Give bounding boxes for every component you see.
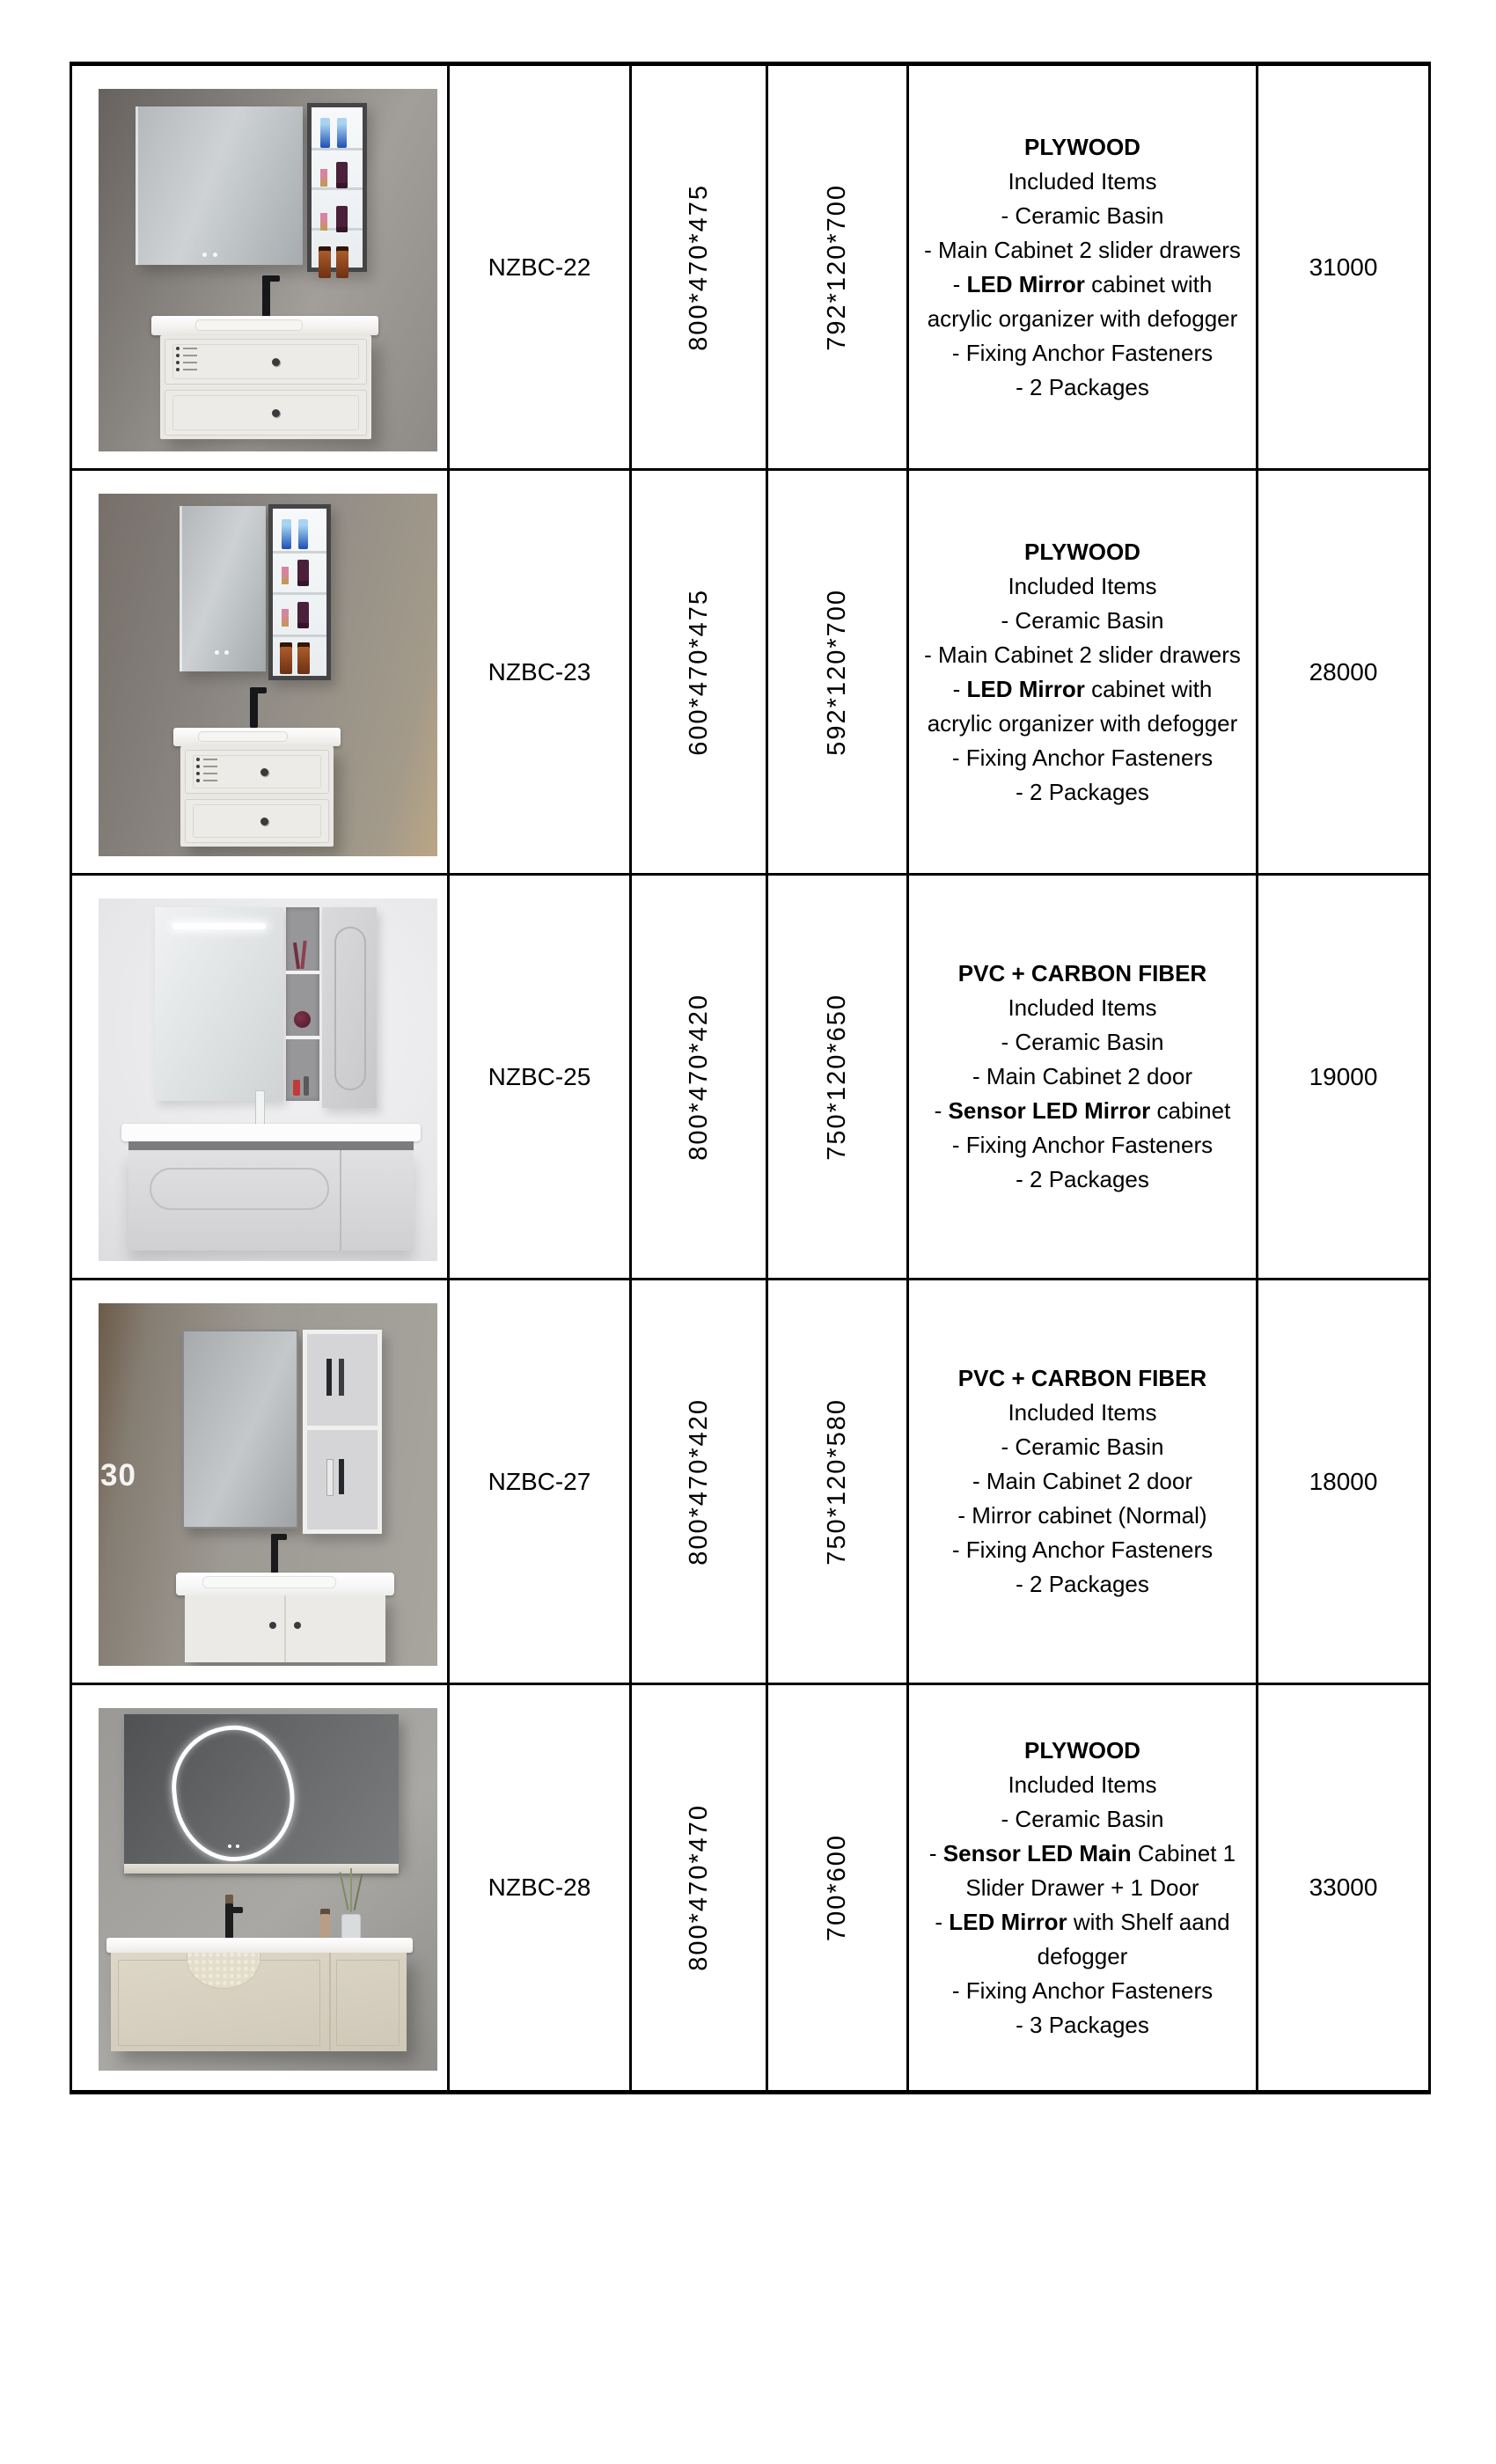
description-segment: LED Mirror [966, 675, 1085, 702]
packing-size: 750*120*580 [823, 1397, 851, 1566]
description-line [924, 991, 1241, 1025]
mirror [182, 1330, 298, 1529]
description-line [924, 165, 1241, 199]
packing-size-cell [768, 876, 909, 1280]
description-segment: Included Items [1008, 1771, 1157, 1798]
description-segment: with Shelf aand defogger [1037, 1908, 1230, 1969]
model-code: NZBC-25 [488, 1062, 591, 1090]
lipstick [320, 213, 327, 231]
perfume-bottle [336, 206, 348, 232]
overall-size: 800*470*475 [684, 183, 713, 351]
feature-list-mark [196, 765, 200, 768]
model-code: NZBC-27 [488, 1467, 591, 1495]
lipstick [320, 169, 327, 187]
description-line [924, 1025, 1241, 1060]
product-photo [99, 1708, 437, 2071]
description-line [924, 1768, 1241, 1802]
feature-list-text [183, 369, 197, 370]
model-cell [450, 1280, 632, 1685]
touch-dot [215, 650, 219, 655]
vanity-cabinet [160, 335, 371, 439]
description-segment: - Fixing Anchor Fasteners [951, 1536, 1214, 1563]
description-line [924, 1533, 1241, 1567]
description-line [924, 741, 1241, 775]
perfume-bottle [297, 602, 309, 628]
description-segment: PVC + CARBON FIBER [957, 960, 1207, 986]
vanity-counter [121, 1124, 421, 1141]
handle-groove [334, 927, 366, 1090]
description-segment: - 2 Packages [1016, 373, 1149, 400]
vanity-counter [106, 1938, 413, 1953]
feature-list-text [183, 355, 197, 356]
soap-dispenser [320, 1909, 330, 1940]
description-line [924, 1060, 1241, 1094]
product-image-cell [72, 1685, 450, 2090]
description-line [924, 370, 1241, 405]
feature-list-text [203, 780, 217, 781]
makeup-brushes [300, 941, 306, 969]
counter-gap [128, 1141, 414, 1150]
description-segment: - [934, 1097, 949, 1124]
description-line [924, 1464, 1241, 1499]
price-value: 28000 [1309, 657, 1378, 686]
price-cell [1258, 1685, 1428, 2090]
overall-size-cell [632, 66, 768, 471]
description-line [924, 1430, 1241, 1464]
feature-list-mark [176, 354, 180, 357]
overall-size-cell [632, 876, 768, 1280]
shelf-board [312, 148, 363, 150]
model-code: NZBC-23 [488, 657, 591, 686]
description-cell [909, 876, 1258, 1280]
description-segment: - Ceramic Basin [1001, 606, 1164, 634]
description-cell [909, 471, 1258, 876]
led-ring [165, 1720, 300, 1867]
product-table [70, 62, 1431, 2094]
description-line [924, 672, 1241, 741]
description-segment: PVC + CARBON FIBER [957, 1365, 1207, 1391]
overall-size: 800*470*420 [684, 1397, 713, 1566]
description-line [924, 638, 1241, 672]
description-cell [909, 1280, 1258, 1685]
description-segment: Included Items [1008, 572, 1157, 599]
description-segment: Included Items [1008, 994, 1157, 1021]
product-photo [99, 1303, 437, 1666]
price-cell [1258, 876, 1428, 1280]
price-cell [1258, 471, 1428, 876]
faucet [225, 1895, 233, 1939]
description-segment: - Mirror cabinet (Normal) [957, 1502, 1207, 1529]
description-line [924, 336, 1241, 370]
description-segment: PLYWOOD [1024, 133, 1140, 160]
shelf-unit [268, 504, 331, 680]
model-code: NZBC-28 [488, 1874, 591, 1901]
shelf-interior [273, 509, 326, 676]
description-line [924, 957, 1241, 991]
description-segment: cabinet with acrylic organizer with defogger [927, 270, 1238, 332]
description-line [924, 1802, 1241, 1837]
description-segment: - Main Cabinet 2 slider drawers [924, 641, 1241, 668]
bottle-amber [336, 246, 348, 278]
vanity-cabinet [111, 1953, 407, 2051]
cosmetic-bottle [304, 1076, 309, 1096]
perfume-bottle [336, 162, 348, 188]
price-cell [1258, 1280, 1428, 1685]
description-segment: Sensor LED Main [942, 1839, 1132, 1866]
description-segment: PLYWOOD [1024, 1736, 1140, 1764]
price-cell [1258, 66, 1428, 471]
description-segment: Included Items [1008, 1399, 1157, 1426]
shelf-unit [307, 103, 367, 272]
description-segment: - [928, 1839, 943, 1866]
description-line [924, 535, 1241, 569]
description-block [924, 130, 1241, 405]
description-segment: cabinet [1150, 1097, 1231, 1124]
drawer [185, 799, 329, 843]
description-line [924, 1094, 1241, 1128]
bottle-amber [319, 246, 331, 278]
description-line [924, 1128, 1241, 1162]
description-block [924, 1734, 1241, 2042]
description-segment: - 2 Packages [1016, 1166, 1149, 1192]
model-cell [450, 1685, 632, 2090]
description-segment: - Ceramic Basin [1001, 1029, 1164, 1055]
cosmetic-tube [326, 1459, 334, 1496]
bottle-amber [297, 642, 310, 674]
price-value: 33000 [1309, 1874, 1378, 1901]
vanity-cabinet [180, 746, 334, 847]
feature-list-text [203, 766, 217, 767]
vase [341, 1914, 361, 1940]
product-image-cell [72, 1280, 450, 1685]
feature-list-text [203, 773, 217, 774]
packing-size: 592*120*700 [823, 588, 851, 756]
description-block [924, 1361, 1241, 1602]
feature-list-mark [176, 347, 180, 350]
perfume-bottle [297, 560, 309, 586]
shelf-board [273, 551, 326, 554]
shelf-board [307, 1426, 378, 1430]
product-image-cell [72, 471, 450, 876]
description-line [924, 604, 1241, 638]
feature-list-text [183, 348, 197, 349]
cosmetic-tube [339, 1459, 344, 1494]
vanity-counter [173, 728, 341, 746]
model-cell [450, 471, 632, 876]
faucet-spout [225, 1907, 243, 1913]
description-segment: LED Mirror [966, 270, 1085, 297]
description-line [924, 1499, 1241, 1533]
drawer-panel [172, 344, 359, 379]
photo-watermark: 30 [100, 1458, 136, 1492]
product-image-cell [72, 66, 450, 471]
drawer [185, 750, 329, 794]
packing-size: 750*120*650 [823, 993, 851, 1161]
shelf-column [286, 907, 319, 1101]
overall-size-cell [632, 1280, 768, 1685]
drawer-panel [193, 804, 321, 838]
mirror [155, 907, 283, 1101]
overall-size: 800*470*420 [684, 993, 713, 1161]
description-line [924, 775, 1241, 810]
makeup-brushes [293, 942, 300, 969]
basin-rim [202, 1576, 336, 1588]
product-photo [99, 494, 437, 856]
faucet [262, 275, 270, 318]
drawer [165, 339, 367, 385]
lipstick [282, 609, 289, 627]
led-strip [172, 923, 266, 929]
description-segment: - Fixing Anchor Fasteners [951, 1132, 1214, 1158]
faucet [255, 1090, 265, 1127]
vanity-counter [151, 316, 378, 335]
description-segment: - Main Cabinet 2 slider drawers [924, 236, 1241, 263]
model-cell [450, 876, 632, 1280]
drawer [165, 390, 367, 436]
description-segment: - [935, 1908, 950, 1935]
shelf-board [273, 634, 326, 637]
description-block [924, 957, 1241, 1197]
touch-dot [236, 1844, 239, 1848]
price-value: 19000 [1309, 1062, 1378, 1090]
product-photo [99, 89, 437, 451]
basin [176, 1573, 394, 1595]
description-segment: PLYWOOD [1024, 538, 1140, 565]
packing-size-cell [768, 1280, 909, 1685]
description-line [924, 1905, 1241, 1974]
bottle-blue [282, 519, 291, 549]
cosmetic-tube [326, 1359, 332, 1396]
plant-stem [350, 1868, 352, 1912]
handle-groove [150, 1168, 329, 1210]
product-image-cell [72, 876, 450, 1280]
shelf-board [286, 1036, 319, 1039]
description-line [924, 1162, 1241, 1197]
description-line [924, 1837, 1241, 1905]
faucet-spout [250, 687, 267, 693]
description-line [924, 1734, 1241, 1768]
description-segment: Included Items [1008, 167, 1157, 194]
description-cell [909, 1685, 1258, 2090]
description-line [924, 233, 1241, 268]
packing-size: 700*600 [823, 1833, 851, 1942]
lipstick [282, 567, 289, 584]
description-line [924, 2008, 1241, 2042]
description-segment: - Ceramic Basin [1001, 1805, 1164, 1832]
description-segment: - 2 Packages [1016, 1571, 1149, 1597]
touch-dot [202, 253, 207, 257]
touch-dot [213, 253, 217, 257]
vanity-cabinet [128, 1150, 414, 1250]
vanity-cabinet [185, 1595, 385, 1662]
bottle-amber [280, 642, 292, 674]
dark-mirror [124, 1714, 399, 1864]
packing-size-cell [768, 66, 909, 471]
shelf-unit [303, 1330, 382, 1534]
description-segment: - Fixing Anchor Fasteners [951, 339, 1214, 366]
touch-dot [228, 1844, 231, 1848]
description-segment: - Fixing Anchor Fasteners [951, 744, 1214, 771]
packing-size-cell [768, 471, 909, 876]
description-segment: - Ceramic Basin [1001, 202, 1164, 229]
description-line [924, 1361, 1241, 1396]
description-segment: - Fixing Anchor Fasteners [951, 1976, 1214, 2004]
cosmetic-bottle [293, 1080, 300, 1096]
overall-size-cell [632, 1685, 768, 2090]
bottle-blue [298, 519, 308, 549]
door-split [284, 1595, 286, 1662]
feature-list-mark [176, 368, 180, 371]
description-line [924, 569, 1241, 604]
feature-list-mark [196, 779, 200, 782]
description-segment: Cabinet 1 Slider Drawer + 1 Door [965, 1839, 1236, 1901]
door-split [329, 1953, 331, 2051]
knob [269, 1622, 276, 1629]
bottle-blue [320, 118, 330, 148]
drawer-panel [172, 395, 359, 430]
overall-size: 600*470*475 [684, 588, 713, 756]
side-door [322, 907, 377, 1108]
description-line [924, 268, 1241, 336]
description-line [924, 1396, 1241, 1430]
shelf-board [273, 592, 326, 595]
price-value: 18000 [1309, 1467, 1378, 1495]
description-segment: - Ceramic Basin [1001, 1434, 1164, 1460]
shelf-interior [312, 107, 363, 268]
overall-size: 800*470*470 [684, 1804, 713, 1971]
overall-size-cell [632, 471, 768, 876]
packing-size: 792*120*700 [823, 183, 851, 351]
description-line [924, 199, 1241, 233]
description-cell [909, 66, 1258, 471]
faucet-spout [271, 1534, 287, 1540]
cosmetic-tube [339, 1359, 344, 1396]
door-split [340, 1150, 341, 1250]
perfume-bottle [294, 1011, 311, 1028]
description-segment: - 3 Packages [1016, 2011, 1149, 2038]
description-line [924, 1974, 1241, 2008]
description-line [924, 1567, 1241, 1602]
description-segment: - Main Cabinet 2 door [972, 1468, 1193, 1494]
feature-list-text [203, 759, 217, 760]
description-segment: - [952, 270, 967, 297]
product-photo [99, 898, 437, 1261]
mirror [136, 106, 303, 265]
description-segment: - [952, 675, 967, 702]
faucet-spout [262, 275, 280, 282]
feature-list-mark [196, 772, 200, 775]
description-segment: LED Mirror [949, 1908, 1067, 1935]
model-cell [450, 66, 632, 471]
description-segment: - 2 Packages [1016, 778, 1149, 805]
shelf-board [286, 971, 319, 974]
feature-list-mark [196, 758, 200, 761]
price-value: 31000 [1309, 253, 1378, 281]
description-segment: cabinet with acrylic organizer with defogger [927, 675, 1238, 737]
basin [195, 319, 303, 331]
feature-list-mark [176, 361, 180, 364]
mirror-shelf [124, 1864, 399, 1874]
door-panel [336, 1960, 400, 2046]
knob [294, 1622, 301, 1629]
mirror [180, 506, 266, 671]
description-line [924, 130, 1241, 165]
basin [198, 731, 288, 742]
description-segment: - Main Cabinet 2 door [972, 1063, 1193, 1089]
touch-dot [224, 650, 229, 655]
model-code: NZBC-22 [488, 253, 591, 281]
packing-size-cell [768, 1685, 909, 2090]
description-block [924, 535, 1241, 810]
description-segment: Sensor LED Mirror [948, 1097, 1151, 1124]
feature-list-text [183, 362, 197, 363]
bottle-blue [337, 118, 347, 148]
